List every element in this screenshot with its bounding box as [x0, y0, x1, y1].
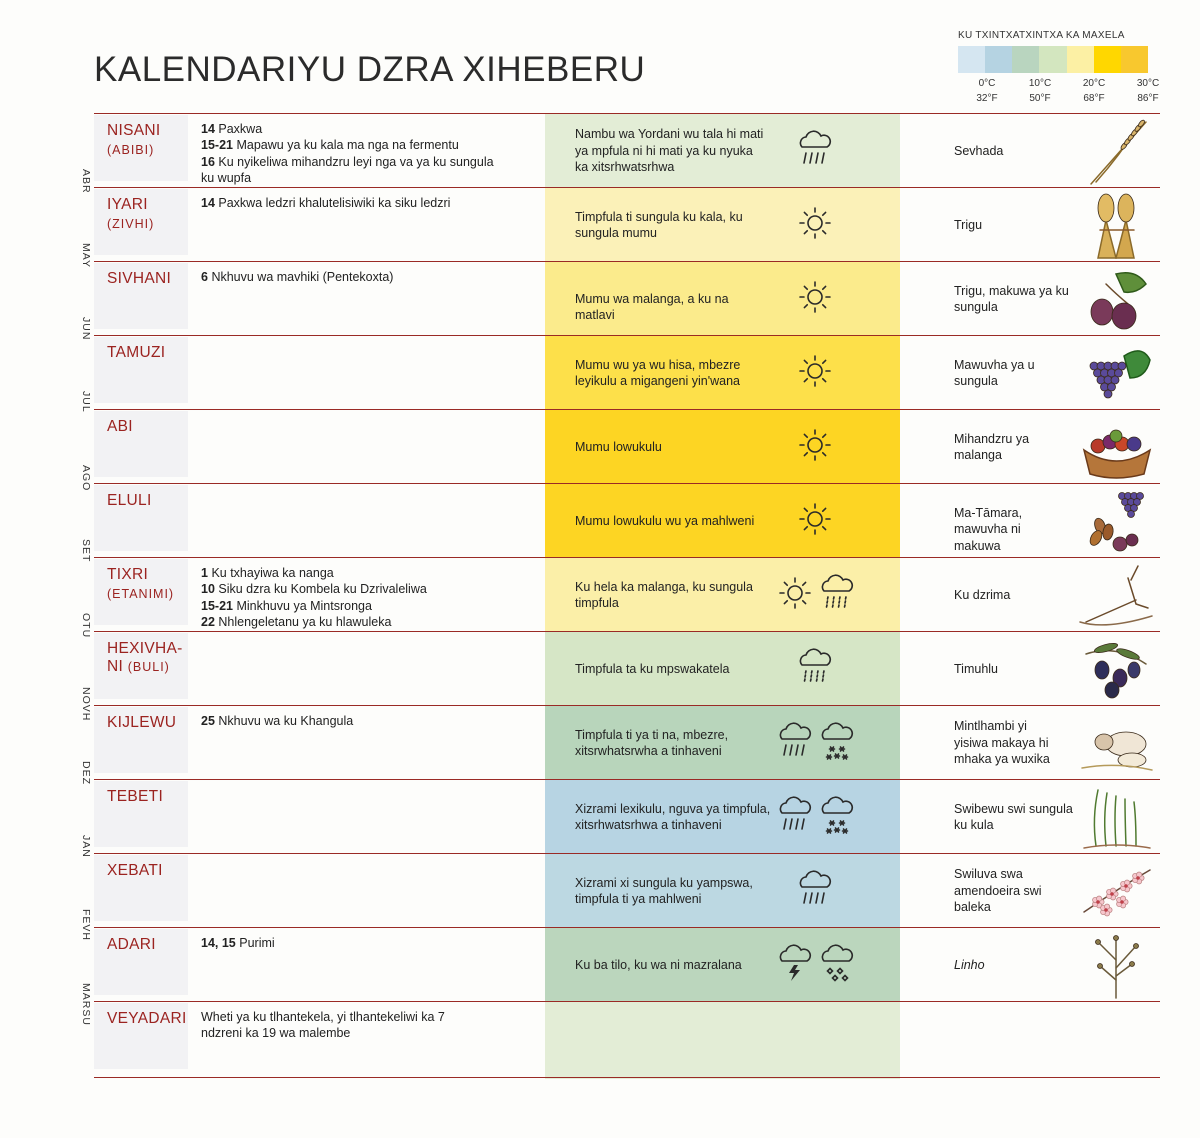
legend-temp-label	[967, 76, 1007, 106]
weather-icons	[774, 571, 874, 621]
month-cell	[94, 559, 188, 625]
festivals	[201, 195, 501, 211]
agriculture-text: Mintlhambi yi yisiwa makaya hi mhaka ya wuxika	[954, 719, 1050, 767]
grapes-icon	[1076, 338, 1156, 408]
season-description: Nambu wa Yordani wu tala hi mati ya mpfula ni hi mati ya ku nyuka ka xitsrhwatsrhwa	[575, 127, 764, 175]
festival-day: 14	[201, 196, 215, 210]
snow-icon	[816, 793, 858, 839]
month-row	[94, 261, 1160, 336]
festival-entry	[201, 269, 501, 285]
season-description: Ku ba tilo, ku wa ni mazralana	[575, 957, 742, 972]
legend-celsius: 30°C	[1136, 78, 1160, 89]
agriculture-text: Mihandzru ya malanga	[954, 431, 1030, 462]
season-description: Mumu wa malanga, a ku na matlavi	[575, 291, 729, 323]
legend-fahrenheit: 86°F	[1137, 93, 1159, 104]
hail-icon	[816, 941, 858, 987]
season-description: Mumu wu ya wu hisa, mbezre leyikulu a migangeni yin'wana	[575, 357, 741, 388]
crop-illustration	[1076, 708, 1156, 778]
hebrew-month-name: ADARI	[107, 936, 156, 953]
festival-name: Purimi	[239, 936, 275, 950]
legend-fahrenheit: 50°F	[1029, 93, 1051, 104]
hebrew-month-name: IYARI (ZIVHI)	[107, 196, 155, 231]
sun-icon	[794, 349, 836, 395]
hebrew-month-name: XEBATI	[107, 862, 163, 879]
hebrew-month-name: HEXIVHA- NI (BULI)	[107, 640, 183, 675]
month-row	[94, 631, 1160, 706]
season-description: Timpfula ta ku mpswakatela	[575, 661, 730, 676]
festival-day: 14, 15	[201, 936, 236, 950]
crop-illustration	[1076, 412, 1156, 482]
festival-name: Minkhuvu ya Mintsronga	[236, 598, 372, 613]
festival-name: Wheti ya ku tlhantekela, yi tlhantekeliwi ka 7 ndzreni ka 19 wa malembe	[201, 1010, 445, 1041]
legend-celsius: 0°C	[978, 78, 996, 89]
festival-entry	[201, 154, 501, 187]
festival-name: Siku dzra ku Kombela ku Dzrivaleliwa	[218, 582, 427, 597]
hebrew-month-name: TEBETI	[107, 788, 164, 805]
festival-entry	[201, 137, 501, 153]
festival-entry	[201, 614, 501, 630]
crop-illustration	[1076, 116, 1156, 186]
agriculture-text: Ku dzrima	[954, 587, 1011, 602]
hebrew-month-name: NISANI (ABIBI)	[107, 122, 161, 157]
festival-entry	[201, 1009, 451, 1042]
sun-icon	[794, 275, 836, 321]
rain-icon	[774, 719, 816, 765]
flax-icon	[1076, 930, 1156, 1000]
gregorian-month-label: NOVH	[80, 687, 92, 722]
crop-illustration	[1076, 856, 1156, 926]
month-alt-name: (BULI)	[127, 660, 170, 674]
month-cell	[94, 1003, 188, 1069]
month-cell	[94, 781, 188, 847]
legend-labels	[958, 73, 1163, 103]
legend-title: KU TXINTXATXINTXA KA MAXELA	[958, 30, 1125, 41]
legend-temp-label	[1074, 76, 1114, 106]
season-description: Mumu lowukulu	[575, 439, 662, 454]
festival-name: Ku txhayiwa ka nanga	[211, 566, 334, 580]
festival-entry	[201, 935, 501, 951]
month-cell	[94, 707, 188, 773]
weather-icons	[774, 793, 874, 843]
month-row	[94, 705, 1160, 780]
gregorian-month-label: SET	[80, 539, 92, 563]
snow-icon	[816, 719, 858, 765]
legend-swatch	[1067, 46, 1094, 73]
month-row	[94, 409, 1160, 484]
sun-icon	[794, 201, 836, 247]
festivals	[201, 269, 501, 285]
legend-fahrenheit: 68°F	[1083, 93, 1105, 104]
sheep-icon	[1076, 708, 1156, 778]
sun-icon	[774, 571, 816, 617]
rain-icon	[774, 793, 816, 839]
wheat-sheaf-icon	[1076, 190, 1156, 260]
legend-swatch	[958, 46, 985, 73]
rain-icon	[794, 867, 836, 913]
season-description: Xizrami lexikulu, nguva ya timpfula, xitsrhwatsrhwa a tinhaveni	[575, 801, 771, 832]
festivals	[201, 935, 501, 951]
month-row	[94, 113, 1160, 188]
hebrew-month-name: ELULI	[107, 492, 152, 509]
gregorian-month-label: JUL	[80, 391, 92, 413]
festival-name: Paxkwa ledzri khalutelisiwiki ka siku ledzri	[218, 196, 451, 210]
crop-illustration	[1076, 634, 1156, 704]
almond-blossom-icon	[1076, 856, 1156, 926]
legend-color-bar	[958, 46, 1148, 73]
legend-swatch	[1094, 46, 1121, 73]
weather-icons	[774, 201, 874, 251]
month-row	[94, 187, 1160, 262]
gregorian-month-label: JAN	[80, 835, 92, 858]
rain-icon	[794, 127, 836, 173]
hebrew-month-name: VEYADARI	[107, 1010, 187, 1027]
month-cell	[94, 855, 188, 921]
month-row	[94, 853, 1160, 928]
festival-day: 14	[201, 122, 215, 136]
agriculture-text: Mawuvha ya u sungula	[954, 357, 1035, 388]
season-description: Xizrami xi sungula ku yampswa, timpfula ti ya mahlweni	[575, 875, 753, 906]
weather-icons	[774, 719, 874, 769]
month-cell	[94, 189, 188, 255]
legend-celsius: 10°C	[1028, 78, 1052, 89]
month-row	[94, 483, 1160, 558]
legend-temp-label	[1128, 76, 1168, 106]
agriculture-text: Trigu, makuwa ya ku sungula	[954, 283, 1069, 314]
figs-icon	[1076, 264, 1156, 334]
hebrew-month-name: ABI	[107, 418, 133, 435]
weather-icons	[774, 275, 874, 325]
month-cell	[94, 115, 188, 181]
drizzle-icon	[794, 645, 836, 691]
season-description: Ku hela ka malanga, ku sungula timpfula	[575, 579, 753, 610]
sprouts-icon	[1076, 782, 1156, 852]
weather-icons	[774, 941, 874, 991]
hebrew-month-name: KIJLEWU	[107, 714, 177, 731]
agriculture-text: Swiluva swa amendoeira swi baleka	[954, 867, 1042, 915]
month-row	[94, 927, 1160, 1002]
month-alt-name: (ETANIMI)	[107, 587, 175, 601]
gregorian-month-label: AGO	[80, 465, 92, 492]
month-row	[94, 1001, 1160, 1078]
legend-swatch	[1039, 46, 1066, 73]
weather-icons	[774, 645, 874, 695]
crop-illustration	[1076, 560, 1156, 630]
festivals	[201, 713, 501, 729]
hebrew-month-name: TAMUZI	[107, 344, 166, 361]
legend-swatch	[1121, 46, 1148, 73]
festival-name: Nkhuvu wa ku Khangula	[218, 714, 354, 728]
crop-illustration	[1076, 486, 1156, 556]
month-cell	[94, 929, 188, 995]
weather-icons	[774, 127, 874, 177]
festival-day: 6	[201, 270, 208, 284]
weather-icons	[774, 423, 874, 473]
sun-icon	[794, 497, 836, 543]
weather-icons	[774, 867, 874, 917]
plough-icon	[1076, 560, 1156, 630]
festival-name: Paxkwa	[218, 122, 263, 136]
season-description: Timpfula ti sungula ku kala, ku sungula mumu	[575, 209, 743, 240]
legend-celsius: 20°C	[1082, 78, 1106, 89]
festival-name: Nkhuvu wa mavhiki (Pentekoxta)	[211, 270, 394, 284]
crop-illustration	[1076, 190, 1156, 260]
month-cell	[94, 633, 188, 699]
month-cell	[94, 337, 188, 403]
festival-entry	[201, 581, 501, 597]
page-title: KALENDARIYU DZRA XIHEBERU	[94, 50, 646, 89]
month-alt-name: (ABIBI)	[107, 143, 155, 157]
festival-entry	[201, 195, 501, 211]
calendar-table	[94, 113, 1160, 1079]
hebrew-month-name: SIVHANI	[107, 270, 172, 287]
festival-day: 15-21	[201, 138, 233, 153]
month-row	[94, 557, 1160, 632]
fruit-basket-icon	[1076, 412, 1156, 482]
legend-temp-label	[1020, 76, 1060, 106]
season-description: Mumu lowukulu wu ya mahlweni	[575, 513, 755, 528]
crop-illustration	[1076, 338, 1156, 408]
festival-day: 22	[201, 614, 215, 629]
month-row	[94, 335, 1160, 410]
legend-swatch	[1012, 46, 1039, 73]
thunderstorm-icon	[774, 941, 816, 987]
gregorian-month-label: MARSU	[80, 983, 92, 1026]
festival-day: 16	[201, 154, 215, 169]
festival-name: Mapawu ya ku kala ma nga na fermentu	[236, 138, 459, 153]
agriculture-text: Sevhada	[954, 143, 1004, 158]
gregorian-month-label: JUN	[80, 317, 92, 341]
festival-name: Nhlengeletanu ya ku hlawuleka	[218, 614, 392, 629]
agriculture-text: Swibewu swi sungula ku kula	[954, 801, 1073, 832]
festival-entry	[201, 713, 501, 729]
olives-icon	[1076, 634, 1156, 704]
gregorian-month-axis	[66, 145, 92, 1065]
festival-day: 15-21	[201, 598, 233, 613]
dates-grapes-figs-icon	[1076, 486, 1156, 556]
agriculture-text: Ma-Tāmara, mawuvha ni makuwa	[954, 505, 1023, 553]
month-alt-name: (ZIVHI)	[107, 217, 155, 231]
festival-name: Ku nyikeliwa mihandzru leyi nga va ya ku sungula ku wupfa	[201, 154, 494, 185]
drizzle-icon	[816, 571, 858, 617]
weather-icons	[774, 497, 874, 547]
festival-entry	[201, 565, 501, 581]
gregorian-month-label: FEVH	[80, 909, 92, 942]
crop-illustration	[1076, 930, 1156, 1000]
festival-entry	[201, 598, 501, 614]
temperature-legend	[958, 30, 1163, 103]
agriculture-text: Timuhlu	[954, 661, 998, 676]
weather-icons	[774, 349, 874, 399]
festival-day: 25	[201, 714, 215, 728]
crop-illustration	[1076, 782, 1156, 852]
festival-day: 1	[201, 566, 208, 580]
sun-icon	[794, 423, 836, 469]
crop-illustration	[1076, 264, 1156, 334]
barley-icon	[1076, 116, 1156, 186]
month-cell	[94, 485, 188, 551]
month-row	[94, 779, 1160, 854]
festival-day: 10	[201, 582, 215, 597]
festivals	[201, 565, 501, 630]
season-description: Timpfula ti ya ti na, mbezre, xitsrwhatsrwha a tinhaveni	[575, 727, 729, 758]
month-cell	[94, 411, 188, 477]
legend-swatch	[985, 46, 1012, 73]
agriculture-text: Trigu	[954, 217, 983, 232]
gregorian-month-label: DEZ	[80, 761, 92, 785]
gregorian-month-label: OTU	[80, 613, 92, 639]
hebrew-month-name: TIXRI (ETANIMI)	[107, 566, 175, 601]
gregorian-month-label: ABR	[80, 169, 92, 194]
agriculture-text: Linho	[954, 957, 985, 972]
festival-entry	[201, 121, 501, 137]
gregorian-month-label: MAY	[80, 243, 92, 268]
legend-fahrenheit: 32°F	[976, 93, 998, 104]
festivals	[201, 121, 501, 186]
month-cell	[94, 263, 188, 329]
festivals	[201, 1009, 451, 1042]
